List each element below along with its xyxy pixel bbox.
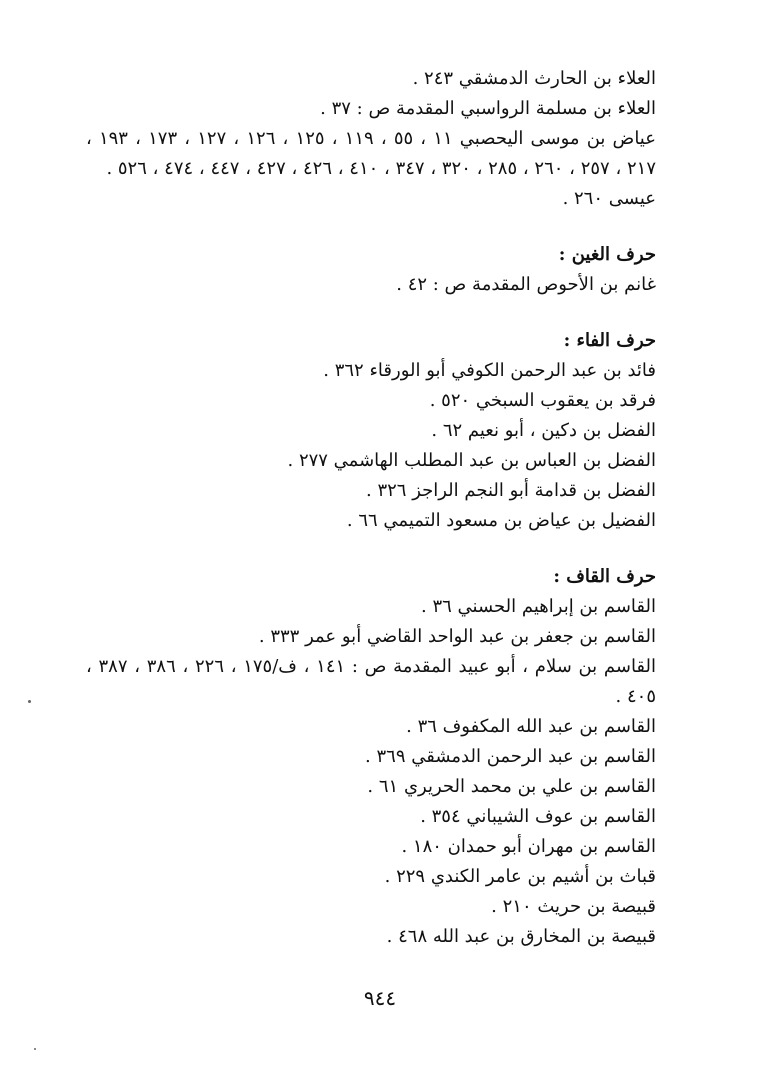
- index-entry: القاسم بن جعفر بن عبد الواحد القاضي أبو عمر ٣٣٣ .: [258, 626, 656, 647]
- section-heading-ghain: حرف الغين :: [558, 244, 656, 265]
- index-entry: الفضل بن دكين ، أبو نعيم ٦٢ .: [431, 420, 656, 441]
- index-entry: قباث بن أشيم بن عامر الكندي ٢٢٩ .: [384, 866, 656, 887]
- index-entry: الفضيل بن عياض بن مسعود التميمي ٦٦ .: [346, 510, 656, 531]
- scan-speck: [28, 700, 31, 703]
- index-entry: القاسم بن سلام ، أبو عبيد المقدمة ص : ١٤١ ، ف/١٧٥ ، ٢٢٦ ، ٣٨٦ ، ٣٨٧ ، ٤٠٥ .: [86, 656, 657, 707]
- index-entry: القاسم بن عوف الشيباني ٣٥٤ .: [420, 806, 656, 827]
- index-entry: غانم بن الأحوص المقدمة ص : ٤٢ .: [396, 274, 656, 295]
- scan-speck: [34, 1048, 36, 1050]
- index-entry: القاسم بن عبد الله المكفوف ٣٦ .: [406, 716, 656, 737]
- index-entry: فائد بن عبد الرحمن الكوفي أبو الورقاء ٣٦٢ .: [323, 360, 656, 381]
- index-content: [86, 64, 656, 952]
- index-entry: القاسم بن علي بن محمد الحريري ٦١ .: [367, 776, 656, 797]
- index-entry: قبيصة بن حريث ٢١٠ .: [491, 896, 656, 917]
- index-entry: القاسم بن عبد الرحمن الدمشقي ٣٦٩ .: [365, 746, 656, 767]
- index-entry: القاسم بن إبراهيم الحسني ٣٦ .: [421, 596, 656, 617]
- section-heading-qaf: حرف القاف :: [553, 566, 656, 587]
- index-entry: العلاء بن الحارث الدمشقي ٢٤٣ .: [412, 68, 656, 89]
- section-heading-fa: حرف الفاء :: [563, 330, 656, 351]
- index-entry: عيسى ٢٦٠ .: [562, 188, 656, 209]
- index-entry: فرقد بن يعقوب السبخي ٥٢٠ .: [429, 390, 656, 411]
- index-entry: عياض بن موسى اليحصبي ١١ ، ٥٥ ، ١١٩ ، ١٢٥ ، ١٢٦ ، ١٢٧ ، ١٧٣ ، ١٩٣ ، ٢١٧ ، ٢٥٧ ، ٢٦٠ ، ٢٨٥ ، ٣٢٠ ، ٣٤٧ ، ٤١٠ ، ٤٢٦ ، ٤٢٧ ، ٤٤٧ ، ٤٧٤ ، ٥٢٦ .: [86, 128, 656, 179]
- index-entry: القاسم بن مهران أبو حمدان ١٨٠ .: [401, 836, 656, 857]
- index-entry: الفضل بن قدامة أبو النجم الراجز ٣٢٦ .: [366, 480, 656, 501]
- page-number: ٩٤٤: [363, 986, 397, 1010]
- index-entry: الفضل بن العباس بن عبد المطلب الهاشمي ٢٧٧ .: [287, 450, 656, 471]
- index-entry: قبيصة بن المخارق بن عبد الله ٤٦٨ .: [386, 926, 656, 947]
- index-entry: العلاء بن مسلمة الرواسبي المقدمة ص : ٣٧ .: [320, 98, 656, 119]
